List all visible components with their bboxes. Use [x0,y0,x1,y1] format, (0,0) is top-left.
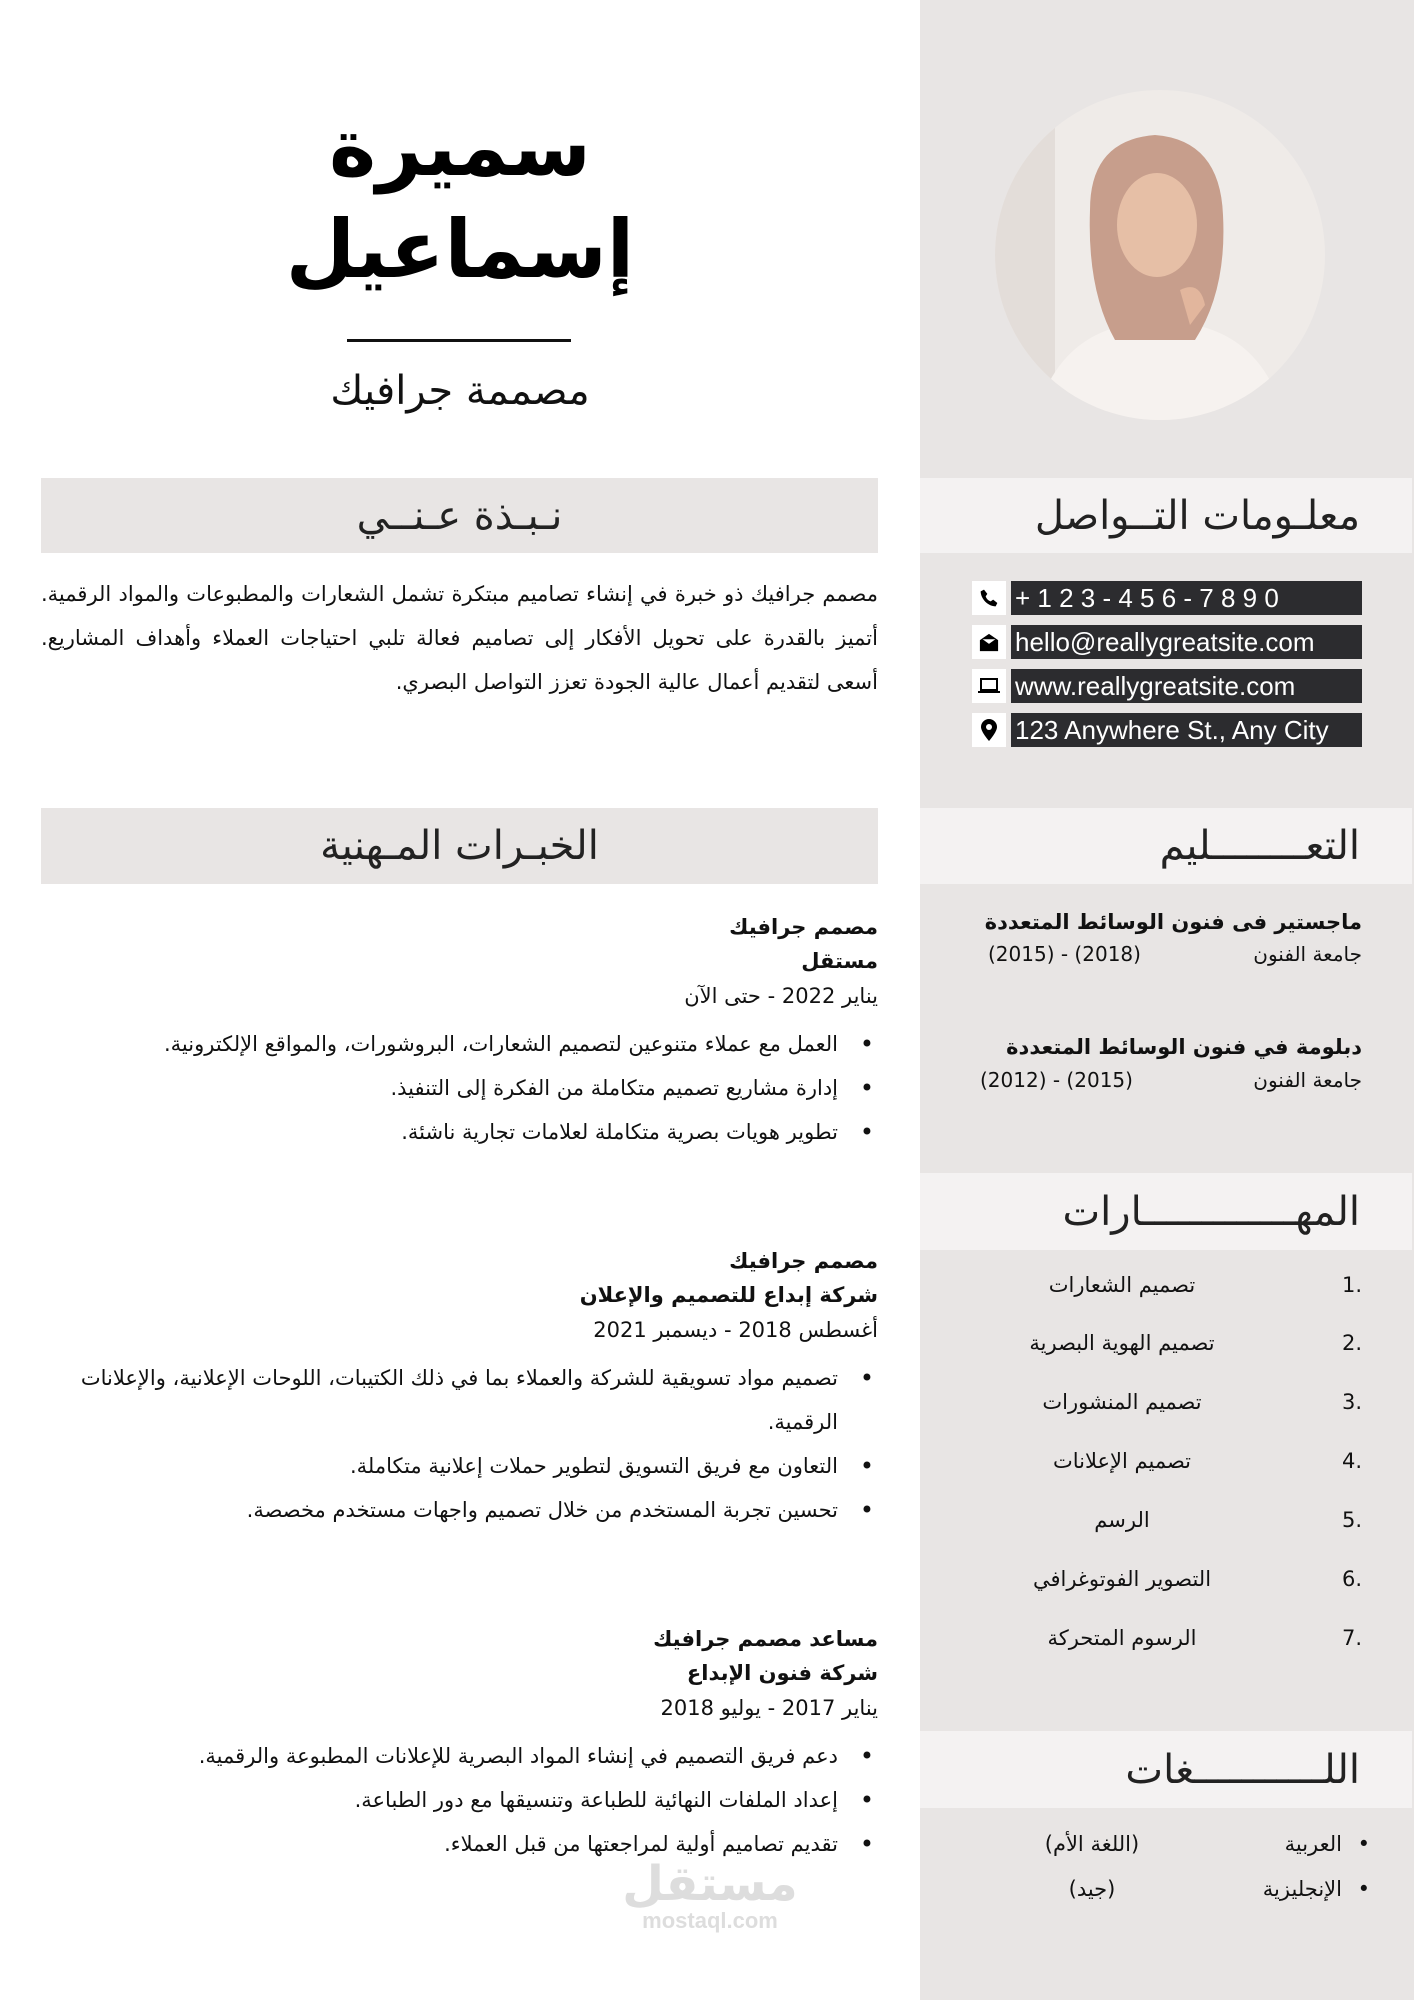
education-header: التعــــــــليم [920,808,1412,884]
language-level: (اللغة الأم) [1044,1832,1140,1856]
language-item: • العربية (اللغة الأم) [960,1832,1370,1856]
job-bullet: • العمل مع عملاء متنوعين لتصميم الشعارات، البروشورات، والمواقع الإلكترونية. [78,1022,878,1066]
education-school: جامعة الفنون [1253,1068,1362,1092]
languages-header: اللـــــــــــغات [920,1731,1412,1808]
contact-website [972,669,1362,703]
envelope-icon [972,625,1006,659]
education-years: (2012) - (2015) [980,1068,1133,1092]
skill-name: التصوير الفوتوغرافي [1032,1567,1212,1591]
job-bullet: • إعداد الملفات النهائية للطباعة وتنسيقها مع دور الطباعة. [78,1778,878,1822]
location-pin-icon [972,713,1006,747]
job-bullet: • تصميم مواد تسويقية للشركة والعملاء بما في ذلك الكتيبات، اللوحات الإعلانية، والإعلانات الرقمية. [78,1356,878,1444]
watermark-ar: مستقل [622,1856,798,1912]
skill-number: 7. [1341,1626,1362,1650]
job-dates: يناير 2017 - يوليو 2018 [660,1696,878,1720]
skill-item [970,1273,1362,1297]
skill-name: تصميم المنشورات [1042,1390,1202,1414]
watermark-en: mostaql.com [642,1908,778,1933]
job-bullet: • التعاون مع فريق التسويق لتطوير حملات إعلانية متكاملة. [78,1444,878,1488]
contact-phone [972,581,1362,615]
skill-item [970,1626,1362,1650]
skill-number: 2. [1341,1331,1362,1355]
skill-number: 5. [1341,1508,1362,1532]
experience-item [78,1622,878,1866]
education-degree: دبلومة في فنون الوسائط المتعددة [1006,1035,1362,1059]
job-title: مساعد مصمم جرافيك [653,1627,878,1651]
language-name: العربية [1284,1832,1342,1856]
job-bullet: • تحسين تجربة المستخدم من خلال تصميم واجهات مستخدم مخصصة. [78,1488,878,1532]
email-text[interactable]: hello@reallygreatsite.com [1011,625,1362,659]
contact-address [972,713,1362,747]
first-name: سميرة [329,101,591,194]
last-name: إسماعيل [285,203,635,296]
skill-item [970,1390,1362,1414]
job-bullet: • إدارة مشاريع تصميم متكاملة من الفكرة إلى التنفيذ. [78,1066,878,1110]
skill-name: الرسم [1094,1508,1150,1532]
contact-email [972,625,1362,659]
skill-item [970,1567,1362,1591]
experience-item [78,910,878,1154]
divider [347,339,571,342]
skill-number: 1. [1341,1273,1362,1297]
phone-text[interactable]: + 1 2 3 - 4 5 6 - 7 8 9 0 [1011,581,1362,615]
education-school: جامعة الفنون [1253,942,1362,966]
skill-item [970,1449,1362,1473]
education-degree: ماجستير فى فنون الوسائط المتعددة [984,910,1362,934]
skill-number: 4. [1341,1449,1362,1473]
skill-name: الرسوم المتحركة [1047,1626,1197,1650]
phone-icon [972,581,1006,615]
website-text[interactable]: www.reallygreatsite.com [1011,669,1362,703]
watermark-logo [600,1856,820,1934]
experience-item [78,1244,878,1532]
skills-header: المهـــــــــــــارات [920,1173,1412,1250]
education-meta [980,1068,1362,1092]
job-dates: أغسطس 2018 - ديسمبر 2021 [593,1318,878,1342]
skill-name: تصميم الهوية البصرية [1029,1331,1215,1355]
about-text: مصمم جرافيك ذو خبرة في إنشاء تصاميم مبتكرة تشمل الشعارات والمطبوعات والمواد الرقمية. أتميز بالقدرة على تحويل الأفكار إلى تصاميم فعالة تلبي احتياجات العملاء وأهداف المشاريع. أسعى لتقديم أعمال عالية الجودة تعزز التواصل البصري. [41,582,878,694]
skill-number: 3. [1341,1390,1362,1414]
job-title: مصمم جرافيك [729,1249,878,1273]
skill-number: 6. [1341,1567,1362,1591]
job-bullet: • دعم فريق التصميم في إنشاء المواد البصرية للإعلانات المطبوعة والرقمية. [78,1734,878,1778]
job-company: مستقل [801,949,878,973]
contact-header: معلـومات التــواصل [920,478,1412,553]
education-years: (2015) - (2018) [988,942,1141,966]
skill-item [970,1331,1362,1355]
language-item: • الإنجليزية (جيد) [960,1877,1370,1901]
job-title: مصمم جرافيك [729,915,878,939]
education-meta [980,942,1362,966]
experience-header: الخبـرات المـهنية [41,808,878,884]
skill-name: تصميم الإعلانات [1052,1449,1192,1473]
language-name: الإنجليزية [1262,1877,1342,1901]
address-text: 123 Anywhere St., Any City [1011,713,1362,747]
laptop-icon [972,669,1006,703]
skill-item [970,1508,1362,1532]
about-header: نـبـذة عـنــي [41,478,878,553]
job-bullet: • تطوير هويات بصرية متكاملة لعلامات تجارية ناشئة. [78,1110,878,1154]
job-dates: يناير 2022 - حتى الآن [684,984,878,1008]
profile-photo [995,90,1325,420]
job-title: مصممة جرافيك [330,368,590,414]
language-level: (جيد) [1068,1877,1116,1901]
skill-name: تصميم الشعارات [1048,1273,1196,1297]
job-bullet: • تقديم تصاميم أولية لمراجعتها من قبل العملاء. [78,1822,878,1866]
job-company: شركة إبداع للتصميم والإعلان [579,1283,878,1307]
job-company: شركة فنون الإبداع [686,1661,878,1685]
